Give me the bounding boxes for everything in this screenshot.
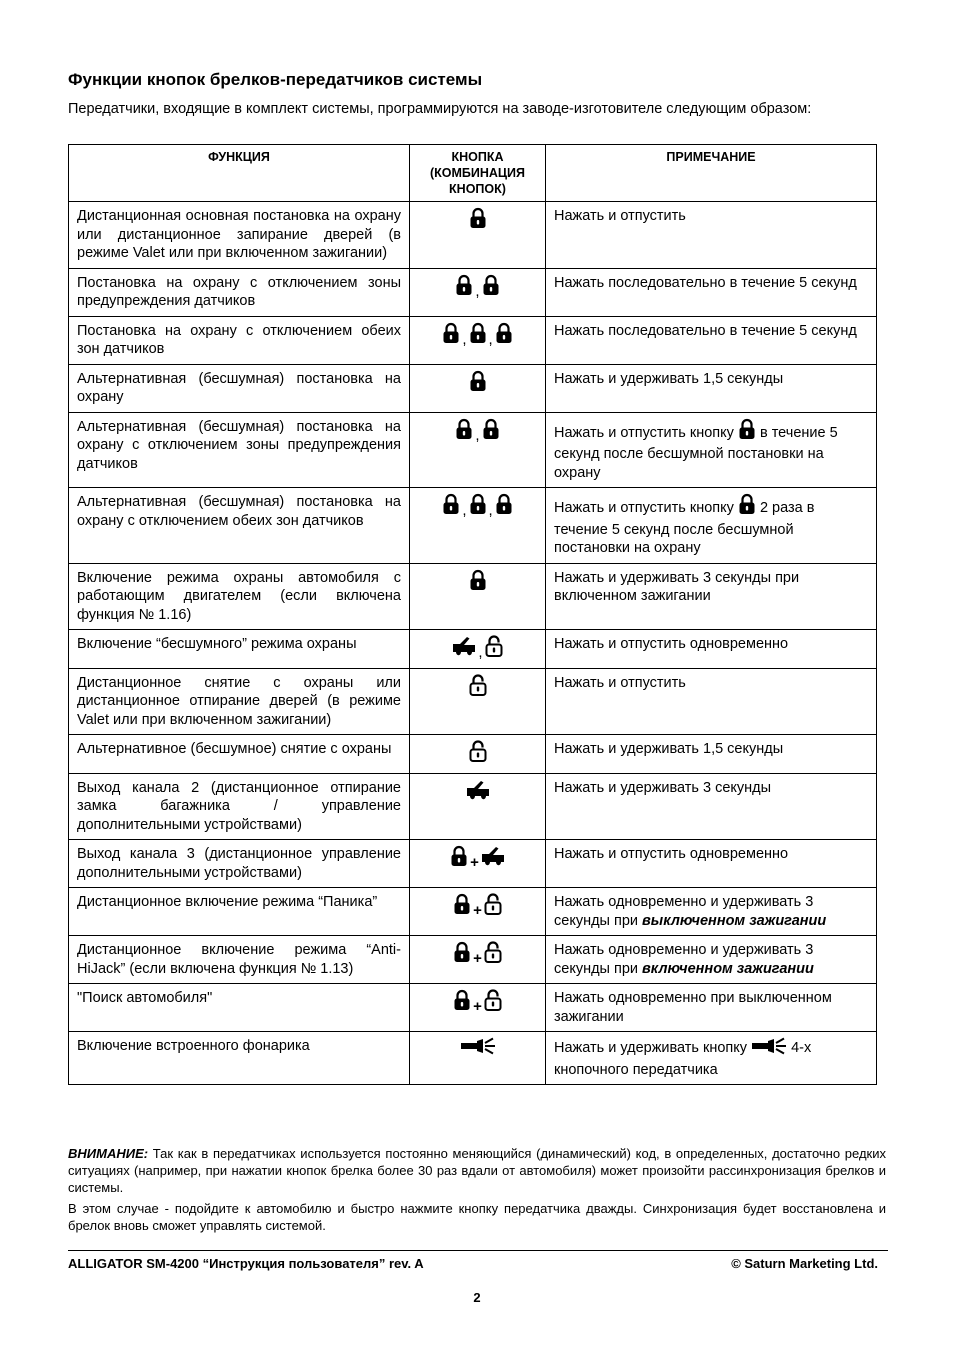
- table-row: [69, 412, 877, 488]
- note-text: Нажать и отпустить кнопку: [554, 500, 734, 516]
- note-cell: [546, 936, 877, 984]
- note-cell: Нажать последовательно в течение 5 секунд: [546, 316, 877, 364]
- note-text: в течение 5 секунд после бесшумной постановки на охрану: [554, 424, 838, 481]
- lock-open-icon: [484, 893, 502, 921]
- page-title: Функции кнопок брелков-передатчиков системы: [68, 70, 483, 89]
- function-cell: Дистанционная основная постановка на охрану или дистанционное запирание дверей (в режиме Valet или при включенном зажигании): [69, 202, 410, 269]
- function-cell: Альтернативная (бесшумная) постановка на охрану с отключением зоны предупреждения датчиков: [69, 412, 410, 488]
- note-cell: [546, 1032, 877, 1085]
- table-row: [69, 268, 877, 316]
- button-cell: [410, 268, 546, 316]
- note-emphasis: включенном зажигании: [642, 960, 814, 977]
- warning-text-2: В этом случае - подойдите к автомобилю и быстро нажмите кнопку передатчика дважды. Синхронизация будет восстановлена и брелок вновь сможет управлять системой.: [68, 1201, 886, 1233]
- function-cell: Дистанционное включение режима “Anti-HiJack” (если включена функция № 1.13): [69, 936, 410, 984]
- comma-separator: ,: [488, 330, 493, 348]
- function-cell: Постановка на охрану с отключением обеих зон датчиков: [69, 316, 410, 364]
- note-cell: [546, 888, 877, 936]
- plus-separator: +: [473, 950, 482, 967]
- lock-closed-icon: [453, 893, 471, 921]
- lock-closed-icon: [455, 418, 473, 446]
- function-cell: Альтернативная (бесшумная) постановка на охрану с отключением обеих зон датчиков: [69, 488, 410, 564]
- table-row: [69, 202, 877, 269]
- table-row: [69, 773, 877, 840]
- table-row: [69, 630, 877, 669]
- function-cell: Выход канала 3 (дистанционное управление дополнительными устройствами): [69, 840, 410, 888]
- lock-open-icon: [469, 674, 487, 702]
- trunk-icon: [466, 779, 490, 807]
- function-cell: "Поиск автомобиля": [69, 984, 410, 1032]
- function-cell: Постановка на охрану с отключением зоны предупреждения датчиков: [69, 268, 410, 316]
- lock-open-icon: [485, 635, 503, 663]
- button-cell: [410, 936, 546, 984]
- table-row: [69, 488, 877, 564]
- plus-separator: +: [473, 902, 482, 919]
- note-text: Нажать и отпустить кнопку: [554, 424, 734, 441]
- lock-closed-icon: [469, 322, 487, 350]
- table-row: [69, 735, 877, 774]
- table-row: [69, 364, 877, 412]
- lock-closed-icon: [453, 989, 471, 1017]
- button-cell: [410, 1032, 546, 1085]
- comma-separator: ,: [462, 502, 467, 519]
- note-cell: Нажать и удерживать 3 секунды: [546, 773, 877, 840]
- flashlight-icon: [460, 1037, 496, 1061]
- button-cell: [410, 630, 546, 669]
- button-cell: [410, 984, 546, 1032]
- function-cell: Альтернативная (бесшумная) постановка на охрану: [69, 364, 410, 412]
- note-emphasis: выключенном зажигании: [642, 912, 827, 929]
- button-cell: [410, 773, 546, 840]
- button-cell: [410, 412, 546, 488]
- table-row: [69, 888, 877, 936]
- comma-separator: ,: [478, 644, 483, 661]
- table-row: [69, 316, 877, 364]
- lock-closed-icon: [469, 569, 487, 597]
- warning-label: ВНИМАНИЕ:: [68, 1146, 149, 1161]
- button-cell: [410, 488, 546, 564]
- function-cell: Дистанционное включение режима “Паника”: [69, 888, 410, 936]
- table-row: [69, 840, 877, 888]
- footer-divider: [68, 1250, 888, 1251]
- button-cell: [410, 735, 546, 774]
- lock-closed-icon: [453, 941, 471, 969]
- lock-closed-icon: [469, 370, 487, 398]
- plus-separator: +: [473, 998, 482, 1015]
- note-cell: Нажать и отпустить: [546, 202, 877, 269]
- note-cell: Нажать одновременно при выключенном зажигании: [546, 984, 877, 1032]
- header-button: КНОПКА (КОМБИНАЦИЯ КНОПОК): [410, 145, 546, 202]
- function-cell: Включение режима охраны автомобиля с работающим двигателем (если включена функция № 1.16): [69, 563, 410, 630]
- button-cell: [410, 316, 546, 364]
- lock-closed-icon: [469, 207, 487, 235]
- comma-separator: ,: [488, 502, 493, 519]
- table-row: [69, 1032, 877, 1085]
- button-cell: [410, 364, 546, 412]
- button-cell: [410, 840, 546, 888]
- lock-closed-icon: [738, 493, 756, 521]
- button-cell: [410, 563, 546, 630]
- header-function: ФУНКЦИЯ: [69, 145, 410, 202]
- plus-separator: +: [470, 854, 479, 871]
- lock-closed-icon: [482, 274, 500, 302]
- note-text: Нажать одновременно и удерживать 3 секунды при: [554, 942, 814, 977]
- note-text: 4-х кнопочного передатчика: [554, 1040, 812, 1078]
- footer-doc-title: ALLIGATOR SM-4200 “Инструкция пользователя” rev. A: [68, 1256, 424, 1271]
- intro-paragraph: Передатчики, входящие в комплект системы, программируются на заводе-изготовителе следующим образом:: [68, 101, 812, 117]
- table-row: [69, 668, 877, 735]
- lock-open-icon: [484, 941, 502, 969]
- function-cell: Выход канала 2 (дистанционное отпирание замка багажника / управление дополнительными устройствами): [69, 773, 410, 840]
- footer-copyright: © Saturn Marketing Ltd.: [731, 1256, 878, 1271]
- note-cell: Нажать и удерживать 1,5 секунды: [546, 735, 877, 774]
- note-text: 2 раза в течение 5 секунд после бесшумной постановки на охрану: [554, 500, 815, 556]
- warning-block: [68, 1145, 886, 1238]
- lock-closed-icon: [442, 493, 460, 521]
- button-cell: [410, 668, 546, 735]
- note-cell: Нажать и удерживать 1,5 секунды: [546, 364, 877, 412]
- lock-open-icon: [484, 989, 502, 1017]
- note-cell: Нажать и удерживать 3 секунды при включенном зажигании: [546, 563, 877, 630]
- trunk-icon: [481, 845, 505, 873]
- lock-closed-icon: [442, 322, 460, 350]
- note-cell: Нажать последовательно в течение 5 секунд: [546, 268, 877, 316]
- function-cell: Включение “бесшумного” режима охраны: [69, 630, 410, 669]
- button-cell: [410, 888, 546, 936]
- comma-separator: ,: [462, 330, 467, 348]
- note-text: Нажать и удерживать кнопку: [554, 1040, 748, 1056]
- function-cell: Дистанционное снятие с охраны или дистанционное отпирание дверей (в режиме Valet или при включенном зажигании): [69, 668, 410, 735]
- table-row: [69, 936, 877, 984]
- note-text: Нажать одновременно и удерживать 3 секунды при: [554, 894, 814, 929]
- lock-closed-icon: [482, 418, 500, 446]
- page-number: 2: [473, 1290, 481, 1305]
- table-header-row: [69, 145, 877, 202]
- lock-closed-icon: [495, 322, 513, 350]
- lock-closed-icon: [469, 493, 487, 521]
- button-cell: [410, 202, 546, 269]
- trunk-icon: [452, 635, 476, 663]
- table-row: [69, 984, 877, 1032]
- function-cell: Включение встроенного фонарика: [69, 1032, 410, 1085]
- note-cell: Нажать и отпустить одновременно: [546, 840, 877, 888]
- lock-closed-icon: [738, 418, 756, 446]
- table-row: [69, 563, 877, 630]
- lock-closed-icon: [450, 845, 468, 873]
- lock-closed-icon: [455, 274, 473, 302]
- flashlight-icon: [751, 1037, 787, 1061]
- comma-separator: ,: [475, 426, 480, 444]
- function-cell: Альтернативное (бесшумное) снятие с охраны: [69, 735, 410, 774]
- functions-table: [68, 144, 877, 1085]
- warning-text: Так как в передатчиках используется постоянно меняющийся (динамический) код, в определенных, достаточно редких ситуациях (например, при нажатии кнопок брелка более 30 раз вдали от автомобиля) может произойти рассинхронизация брелков и системы.: [68, 1146, 886, 1195]
- lock-closed-icon: [495, 493, 513, 521]
- comma-separator: ,: [475, 282, 480, 300]
- note-cell: Нажать и отпустить: [546, 668, 877, 735]
- note-cell: Нажать и отпустить одновременно: [546, 630, 877, 669]
- note-cell: [546, 488, 877, 564]
- lock-open-icon: [469, 740, 487, 768]
- note-cell: [546, 412, 877, 488]
- header-note: ПРИМЕЧАНИЕ: [546, 145, 877, 202]
